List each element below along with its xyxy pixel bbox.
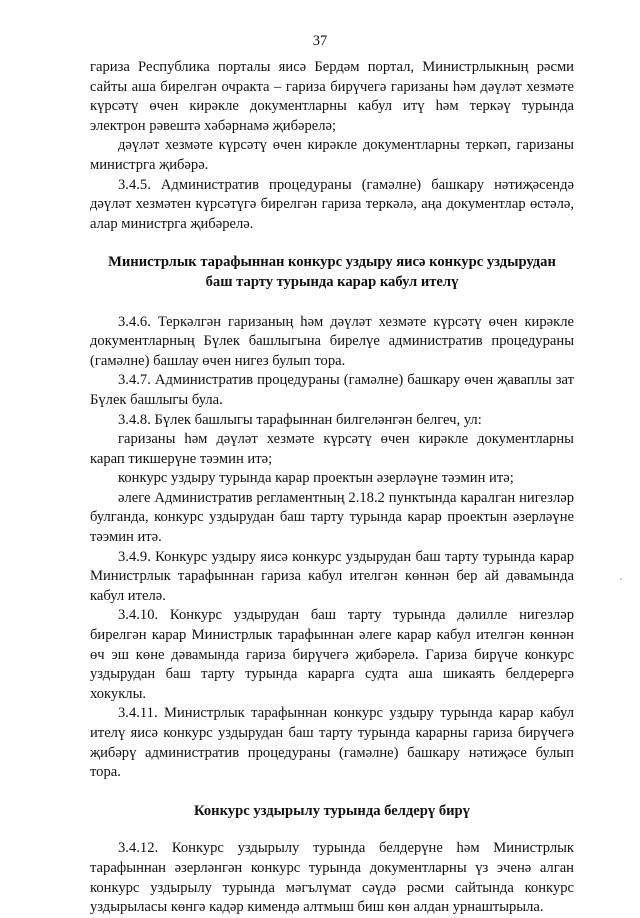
section-heading: Конкурс уздырылу турында белдерү бирү [194,802,470,819]
paragraph: 3.4.6. Теркәлгән гаризаның һәм дәүләт хезмәте күрсәтү өчен кирәкле документларның Бүлек башлыгына бирелүе административ процедураны (гамәлне) башлау өчен нигез булып тора. [90,313,574,369]
page-number: 37 [312,33,328,49]
paragraph: дәүләт хезмәте күрсәтү өчен кирәкле документларны теркәп, гаризаны министрга җибәрә. [90,137,574,173]
paragraph: 3.4.7. Административ процедураны (гамәлне) башкару өчен җаваплы зат Бүлек башлыгы була. [90,372,574,408]
paragraph: 3.4.9. Конкурс уздыру яисә конкурс уздырудан баш тарту турында карар Министрлык тарафыннан гариза кабул ителгән көннән бер ай дәвамында кабул ителә. [90,548,574,604]
paragraph: әлеге Административ регламентның 2.18.2 пунктында каралган нигезләр булганда, конкурс уздырудан баш тарту турында карар проектын әзерләүне тәэмин итә. [90,489,574,546]
paragraph: 3.4.11. Министрлык тарафыннан конкурс уздыру турында карар кабул ителү яисә конкурс уздырудан баш тарту турында карарны гариза бирүчегә җибәрү административ процедураны (гамәлне) башкару нәтиҗәсе булып тора. [90,705,574,781]
paragraph: 3.4.5. Административ процедураны (гамәлне) башкару нәтиҗәсендә дәүләт хезмәтен күрсәтүгә бирелгән гариза теркәлә, аңа документлар өстәлә, алар министрга җибәрелә. [90,176,574,232]
paragraph: гаризаны һәм дәүләт хезмәте күрсәтү өчен кирәкле документларны карап тикшерүне тәэмин итә; [90,431,574,467]
paragraph: 3.4.10. Конкурс уздырудан баш тарту турында дәлилле нигезләр бирелгән карар Министрлык тарафыннан әлеге карар кабул ителгән көннән өч эш көне дәвамында гариза бирүчегә җибәрелә. Гариза бирүче конкурс уздырудан баш тарту турында карарга судта аша шикаять белдерергә хокуклы. [90,607,574,702]
paragraph: конкурс уздыру турында карар проектын әзерләүне тәэмин итә; [118,470,514,487]
section-heading: Министрлык тарафыннан конкурс уздыру яисә конкурс уздырудан баш тарту турында карар кабул ителү [108,254,556,290]
scan-speck [620,578,622,580]
paragraph: гариза Республика порталы яисә Бердәм портал, Министрлыкның рәсми сайты аша бирелгән очракта – гариза бирүчегә гаризаны һәм дәүләт хезмәте күрсәтү өчен кирәкле документларны кабул итү һәм теркәү турында электрон рәвештә хәбәрнамә җибәрелә; [90,59,574,134]
document-body [90,58,574,918]
paragraph: 3.4.8. Бүлек башлыгы тарафыннан билгеләнгән белгеч, ул: [118,411,482,428]
paragraph: 3.4.12. Конкурс уздырылу турында белдерүне һәм Министрлык тарафыннан әзерләнгән конкурс турында документларны үз эченә алган конкурс уздырылу турында мәгълүмат сәүдә рәсми сайтында конкурс уздырыласы көнгә кадәр кимендә алтмыш биш көн алдан урнаштырыла. [90,840,574,916]
